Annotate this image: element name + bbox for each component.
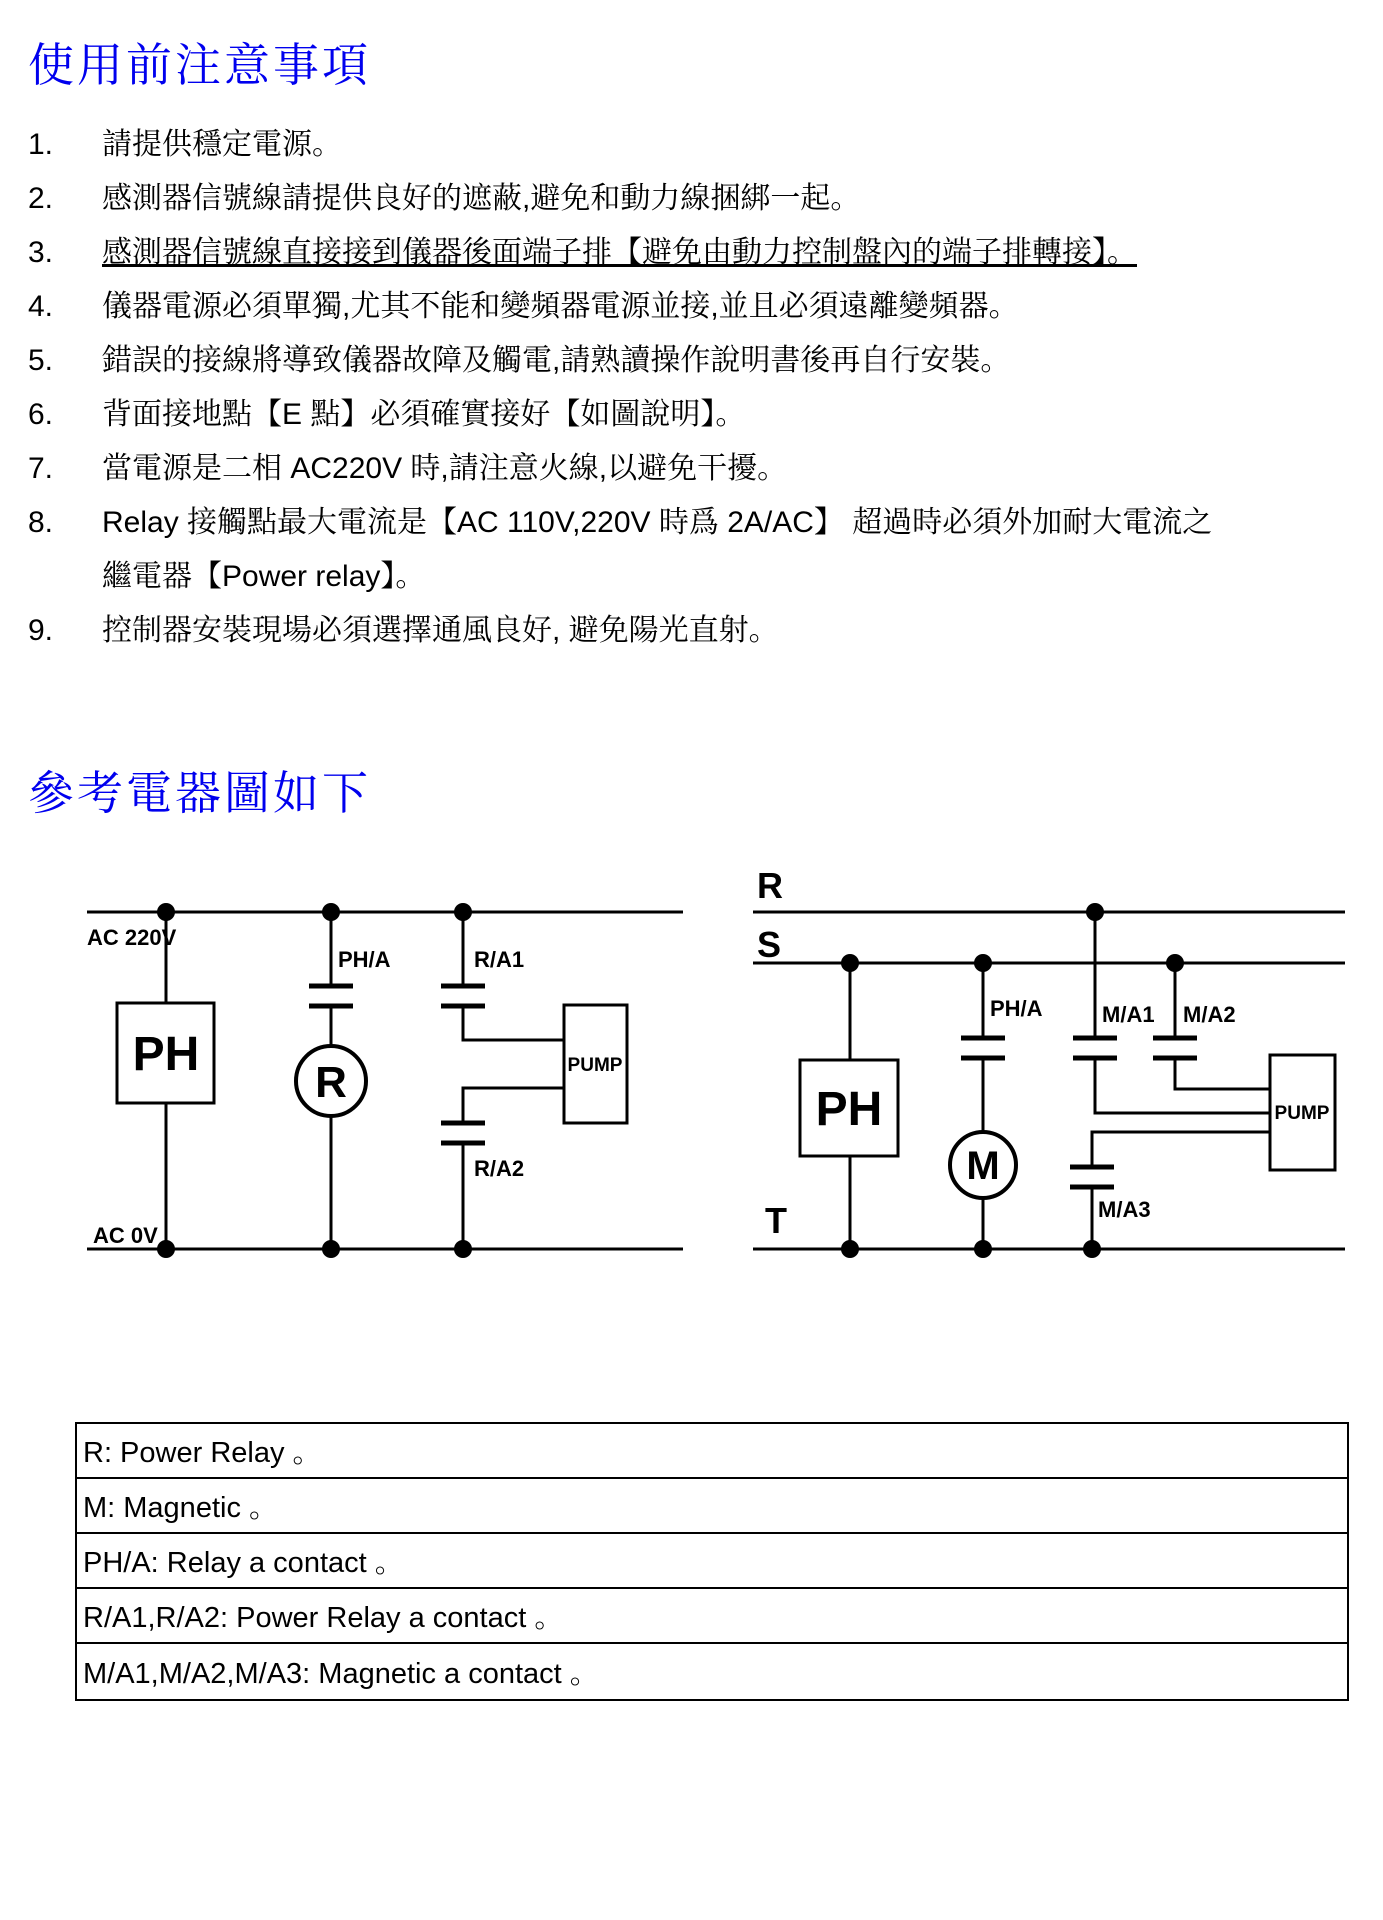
right-ma2-contact-label: M/A2 <box>1183 1002 1236 1027</box>
right-ma2-contact-symbol <box>1153 1038 1197 1058</box>
section-title-reference-diagram: 參考電器圖如下 <box>28 767 371 819</box>
list-item-number: 6. <box>28 398 54 431</box>
left-relay-coil-label: R <box>315 1058 347 1107</box>
right-ma1-contact-symbol <box>1073 1038 1117 1058</box>
list-item-text: 錯誤的接線將導致儀器故障及觸電,請熟讀操作說明書後再自行安裝。 <box>102 344 1011 377</box>
list-item-number: 5. <box>28 344 54 377</box>
list-item-text: 當電源是二相 AC220V 時,請注意火線,以避免干擾。 <box>102 452 788 485</box>
left-ac0v-label: AC 0V <box>93 1223 158 1248</box>
list-item-number: 8. <box>28 506 54 539</box>
legend-row <box>77 1589 1347 1644</box>
right-pha-contact-symbol <box>961 1038 1005 1058</box>
right-ph-box-label: PH <box>815 1083 883 1136</box>
right-magnetic-coil-label: M <box>966 1144 1000 1188</box>
list-item-text-underlined: 感測器信號線直接接到儀器後面端子排【避免由動力控制盤內的端子排轉接】。 <box>102 236 1137 269</box>
junction-dot <box>157 903 175 921</box>
junction-dot <box>1086 903 1104 921</box>
list-item-number: 2. <box>28 182 54 215</box>
right-rail-s-label: S <box>757 924 782 965</box>
left-ra2-contact-symbol <box>441 1123 485 1143</box>
section-title-precautions: 使用前注意事項 <box>28 39 371 91</box>
junction-dot <box>1083 1240 1101 1258</box>
left-ra2-contact-label: R/A2 <box>474 1156 525 1181</box>
right-ma3-contact-symbol <box>1070 1167 1114 1187</box>
right-circuit-diagram <box>753 865 1345 1258</box>
left-ra1-branch-wire <box>463 912 564 1040</box>
junction-dot <box>974 954 992 972</box>
legend-row <box>77 1479 1347 1534</box>
left-ra1-contact-label: R/A1 <box>474 947 525 972</box>
right-pha-contact-label: PH/A <box>990 996 1043 1021</box>
right-rail-t-label: T <box>765 1200 787 1241</box>
list-item-text: Relay 接觸點最大電流是【AC 110V,220V 時爲 2A/AC】 超過時必須外加耐大電流之 <box>102 506 1213 539</box>
right-ma3-branch-wire <box>1092 1132 1270 1249</box>
junction-dot <box>454 903 472 921</box>
junction-dot <box>974 1240 992 1258</box>
list-item-text: 控制器安裝現場必須選擇通風良好, 避免陽光直射。 <box>102 614 779 647</box>
left-ra1-contact-symbol <box>441 986 485 1006</box>
list-item-text: 背面接地點【E 點】必須確實接好【如圖說明】。 <box>102 398 746 431</box>
left-pha-contact-symbol <box>309 986 353 1006</box>
legend-row <box>77 1534 1347 1589</box>
list-item-number: 1. <box>28 128 54 161</box>
legend-row-text: PH/A: Relay a contact 。 <box>83 1547 404 1579</box>
junction-dot <box>157 1240 175 1258</box>
list-item-text-continued: 繼電器【Power relay】。 <box>102 560 426 593</box>
right-pump-box-label: PUMP <box>1274 1103 1330 1124</box>
left-circuit-diagram <box>87 903 683 1258</box>
legend-row-text: M: Magnetic 。 <box>83 1492 278 1524</box>
list-item-number: 4. <box>28 290 54 323</box>
list-item-text: 儀器電源必須單獨,尤其不能和變頻器電源並接,並且必須遠離變頻器。 <box>102 290 1019 323</box>
left-ph-box-label: PH <box>132 1028 200 1081</box>
legend-row-text: M/A1,M/A2,M/A3: Magnetic a contact 。 <box>83 1658 599 1690</box>
left-pump-box-label: PUMP <box>567 1055 623 1076</box>
legend-table <box>75 1422 1349 1701</box>
junction-dot <box>454 1240 472 1258</box>
list-item-number: 9. <box>28 614 54 647</box>
junction-dot <box>322 903 340 921</box>
legend-row-text: R: Power Relay 。 <box>83 1437 322 1469</box>
junction-dot <box>841 1240 859 1258</box>
legend-row <box>77 1424 1347 1479</box>
list-item-text: 請提供穩定電源。 <box>102 128 342 161</box>
list-item-number: 3. <box>28 236 54 269</box>
left-ac220v-label: AC 220V <box>87 925 177 950</box>
junction-dot <box>322 1240 340 1258</box>
legend-row-text: R/A1,R/A2: Power Relay a contact 。 <box>83 1602 564 1634</box>
legend-row <box>77 1644 1347 1699</box>
right-rail-r-label: R <box>757 865 783 906</box>
junction-dot <box>1166 954 1184 972</box>
left-pha-contact-label: PH/A <box>338 947 391 972</box>
right-ma1-contact-label: M/A1 <box>1102 1002 1155 1027</box>
right-ma3-contact-label: M/A3 <box>1098 1197 1151 1222</box>
junction-dot <box>841 954 859 972</box>
list-item-number: 7. <box>28 452 54 485</box>
list-item-text: 感測器信號線請提供良好的遮蔽,避免和動力線捆綁一起。 <box>102 182 861 215</box>
